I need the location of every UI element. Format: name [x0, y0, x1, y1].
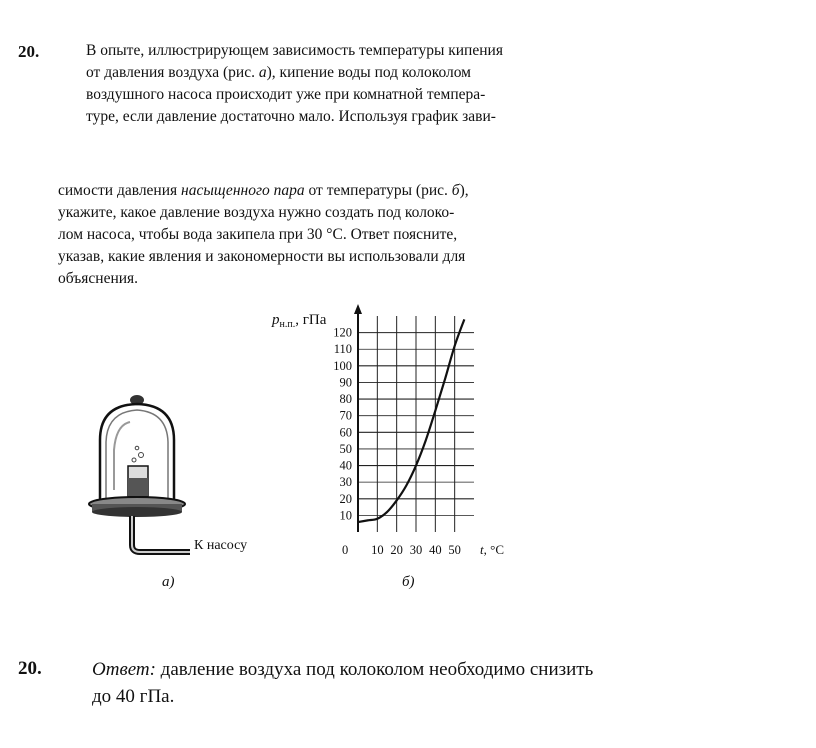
chart-grid	[354, 304, 474, 532]
x-tick-label: 40	[429, 543, 442, 557]
text-line: укажите, какое давление воздуха нужно создать под колоко-	[58, 204, 455, 221]
y-tick-label: 70	[339, 408, 352, 423]
y-axis-arrow	[354, 304, 362, 314]
x-tick-label: 20	[390, 543, 403, 557]
origin-label: 0	[342, 543, 349, 557]
figure-a-caption: а)	[162, 574, 175, 590]
figure-b-caption: б)	[402, 574, 415, 590]
text-line: туре, если давление достаточно мало. Используя график зави-	[86, 108, 496, 125]
answer-label: Ответ:	[92, 659, 156, 680]
pump-label: К насосу	[194, 538, 248, 553]
x-tick-label: 10	[371, 543, 384, 557]
pressure-curve	[358, 319, 464, 522]
text-line: лом насоса, чтобы вода закипела при 30 °C. Ответ поясните,	[58, 226, 458, 243]
problem-number: 20.	[18, 42, 40, 61]
y-tick-label: 20	[339, 491, 352, 506]
text-line: указав, какие явления и закономерности вы использовали для	[58, 248, 466, 265]
y-tick-label: 100	[333, 358, 352, 373]
answer-line-2: до 40 гПа.	[92, 686, 175, 707]
x-tick-label: 30	[409, 543, 423, 557]
y-tick-label: 120	[333, 325, 352, 340]
y-tick-label: 30	[339, 475, 352, 490]
text-line: объяснения.	[58, 270, 139, 287]
y-tick-label: 80	[339, 392, 352, 407]
y-axis-label: $p_{н.п.}$, гПа	[272, 312, 327, 330]
text-line: В опыте, иллюстрирующем зависимость температуры кипения	[86, 42, 503, 59]
y-tick-label: 40	[339, 458, 352, 473]
x-tick-label: 50	[448, 543, 461, 557]
y-tick-label: 10	[339, 508, 352, 523]
text-line: от давления воздуха (рис. а), кипение воды под колоколом	[86, 64, 471, 81]
y-tick-label: 60	[339, 425, 352, 440]
text-line: воздушного насоса происходит уже при комнатной темпера-	[86, 86, 486, 103]
y-tick-label: 90	[339, 375, 352, 390]
answer-line-1: Ответ: давление воздуха под колоколом необходимо снизить	[92, 659, 594, 680]
answer-number: 20.	[18, 658, 42, 679]
y-tick-label: 110	[333, 342, 352, 357]
y-tick-label: 50	[339, 441, 352, 456]
text-line: симости давления насыщенного пара от температуры (рис. б),	[58, 182, 469, 199]
x-axis-label: t, °C	[480, 542, 504, 557]
